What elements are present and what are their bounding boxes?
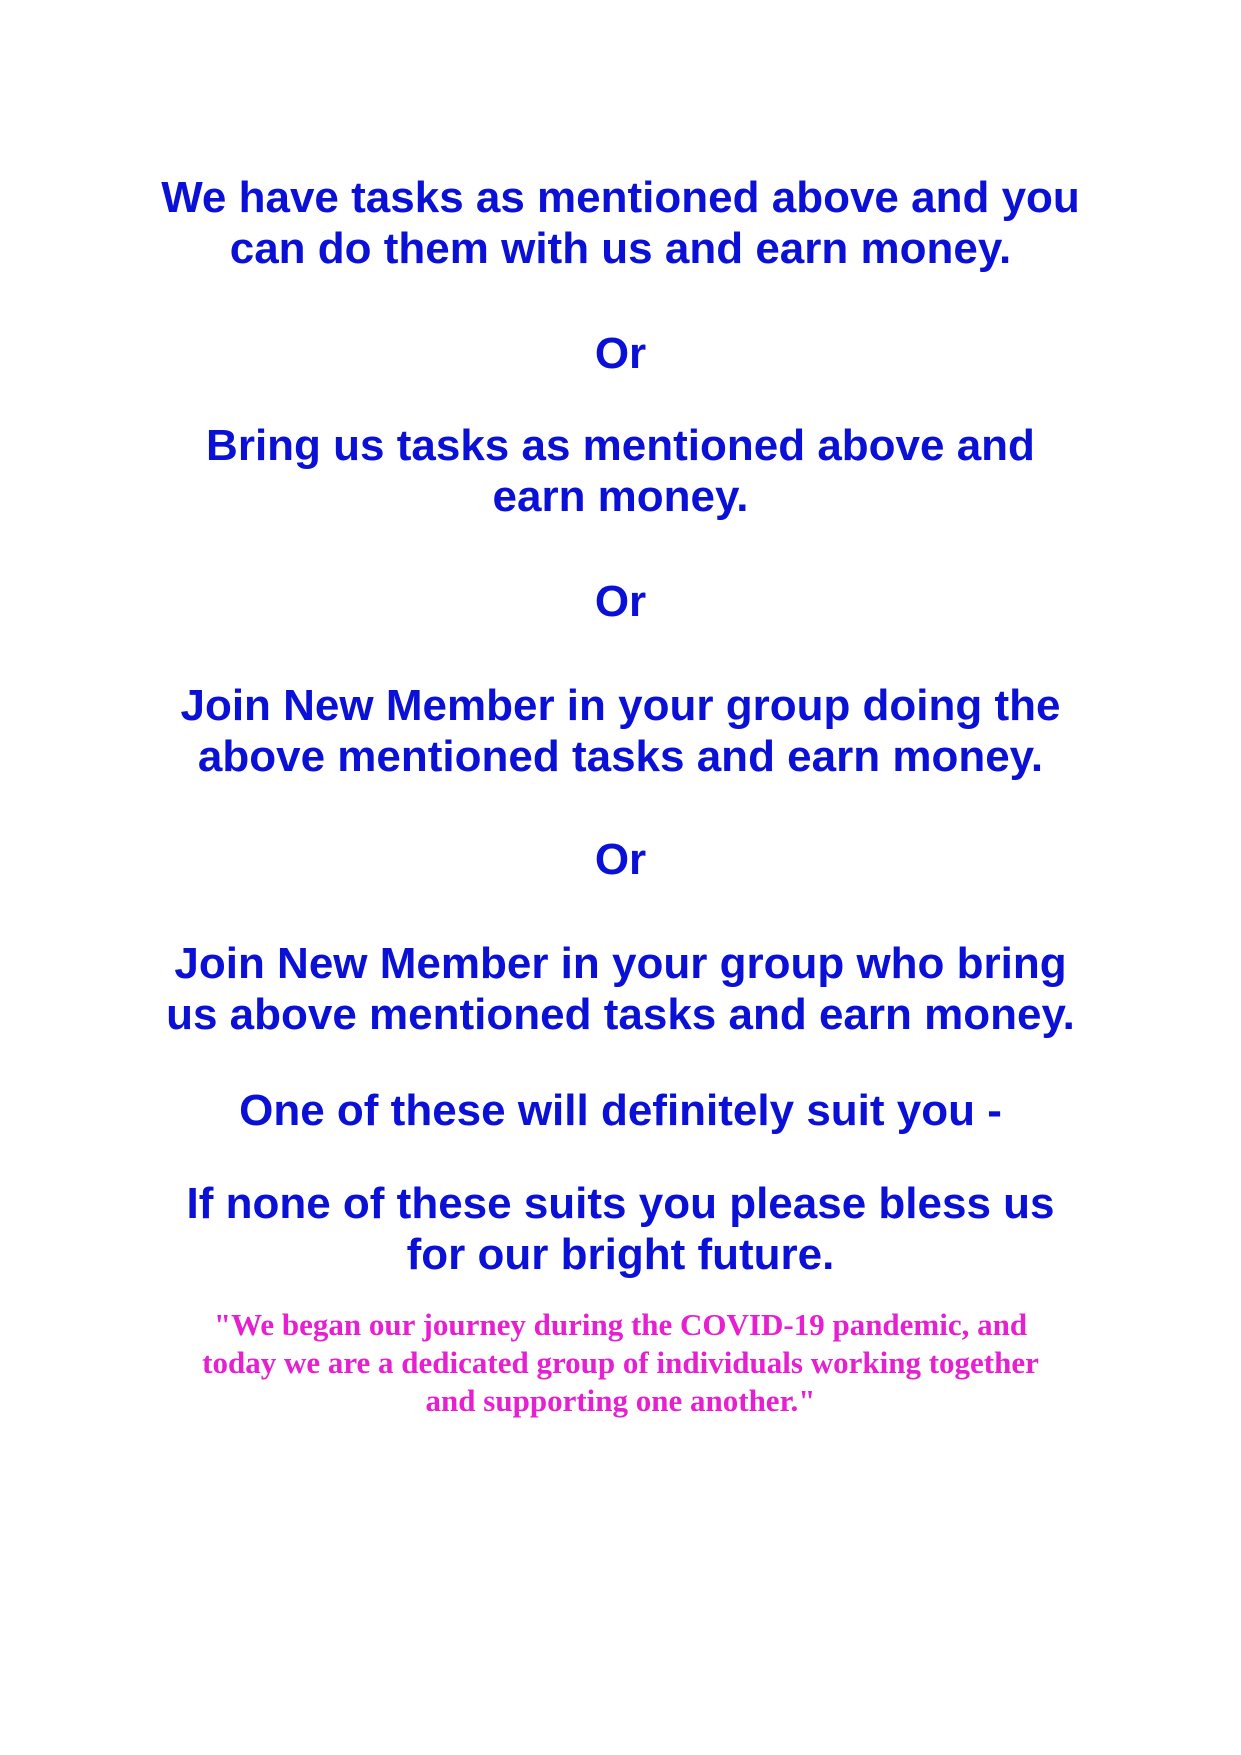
paragraph-line: for our bright future. — [406, 1230, 835, 1279]
paragraph-line: above mentioned tasks and earn money. — [197, 732, 1044, 781]
or-separator: Or — [594, 835, 647, 884]
quote-line: and supporting one another." — [425, 1383, 816, 1418]
paragraph-line: If none of these suits you please bless us — [186, 1179, 1055, 1228]
paragraph-do-tasks — [0, 172, 1241, 274]
quote-line: today we are a dedicated group of individuals working together — [202, 1345, 1039, 1380]
paragraph-bring-tasks — [0, 420, 1241, 522]
paragraph-line: Bring us tasks as mentioned above and — [206, 421, 1035, 470]
paragraph-suit-you: One of these will definitely suit you - — [239, 1086, 1002, 1135]
paragraph-line: earn money. — [492, 472, 749, 521]
paragraph-line: Join New Member in your group doing the — [180, 681, 1061, 730]
paragraph-line: can do them with us and earn money. — [229, 224, 1012, 273]
paragraph-join-doing — [0, 680, 1241, 782]
paragraph-line: Join New Member in your group who bring — [174, 939, 1067, 988]
or-separator: Or — [594, 577, 647, 626]
paragraph-line: us above mentioned tasks and earn money. — [166, 990, 1075, 1039]
paragraph-bless-us — [0, 1178, 1241, 1280]
or-separator: Or — [594, 329, 647, 378]
paragraph-join-bring — [0, 938, 1241, 1040]
quote-line: "We began our journey during the COVID-19 pandemic, and — [213, 1307, 1028, 1342]
journey-quote — [0, 1306, 1241, 1420]
paragraph-line: We have tasks as mentioned above and you — [161, 173, 1080, 222]
